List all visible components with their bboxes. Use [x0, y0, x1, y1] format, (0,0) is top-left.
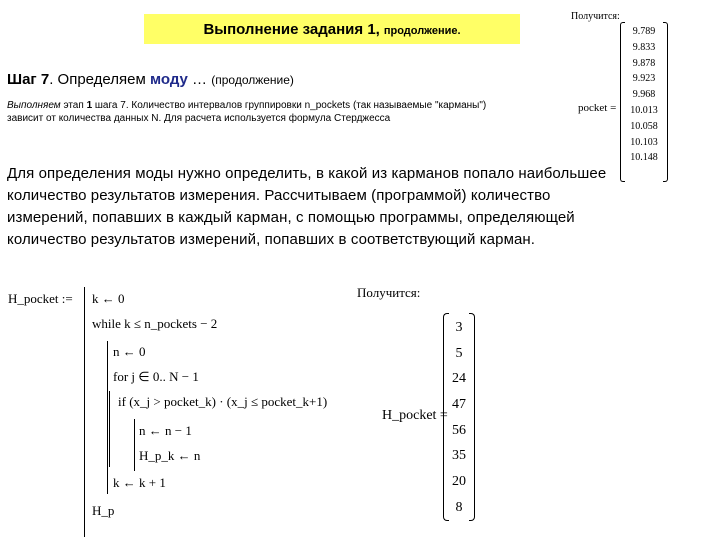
- hpocket-value: 5: [455, 345, 463, 361]
- step-heading-small: (продолжение): [211, 73, 294, 87]
- hpocket-value: 3: [455, 320, 463, 335]
- hpocket-value: 47: [452, 397, 466, 413]
- pocket-value: 9.789: [632, 26, 656, 37]
- line-k-init: k ← 0: [92, 291, 125, 306]
- pocket-value: 10.058: [630, 120, 658, 132]
- hpocket-vector: [443, 313, 475, 521]
- pocket-value: 9.833: [632, 41, 656, 53]
- title-banner: [144, 14, 520, 44]
- step-heading: [7, 71, 294, 88]
- program-bar-for: [109, 391, 110, 467]
- hpocket-value: 20: [452, 474, 466, 490]
- title-main: Выполнение задания 1,: [203, 20, 380, 38]
- pocket-var-label: pocket =: [578, 102, 617, 114]
- program-bar-while: [107, 341, 108, 494]
- line-n-init: n ← 0: [113, 344, 146, 359]
- hpocket-values: [449, 315, 469, 521]
- pocket-value: 9.878: [632, 57, 656, 69]
- step-description: [7, 99, 507, 125]
- step-heading-suffix: …: [187, 71, 212, 88]
- hpocket-value: 8: [455, 499, 463, 515]
- program-name: H_pocket :=: [8, 291, 73, 306]
- step-heading-middle: . Определяем: [49, 71, 150, 88]
- step-number: Шаг 7: [7, 71, 50, 88]
- desc-bold-num: 1: [86, 100, 93, 111]
- line-k-inc: k ← k + 1: [113, 475, 166, 490]
- pocket-value: 9.923: [632, 73, 656, 85]
- line-hp-assign: H_p_k ← n: [139, 448, 201, 463]
- hpocket-value: 56: [452, 422, 466, 438]
- main-paragraph: Для определения моды нужно определить, в какой из карманов попало наибольшее количество результатов измерения. Рассчитываем (программой) количество измерений, попавших в каждый карман, с помощью программы, определяющей количество результатов измерений, попавших в соответствующий карман.: [7, 165, 607, 248]
- pocket-value: 10.103: [630, 136, 658, 148]
- line-n-inc: n ← n − 1: [139, 423, 192, 438]
- line-return: H_p: [92, 503, 115, 518]
- line-if: if (x_j > pocket_k) · (x_j ≤ pocket_k+1): [118, 394, 328, 409]
- pocket-value: 10.013: [630, 104, 658, 116]
- hpocket-value: 35: [452, 448, 466, 464]
- desc-text-2: шага 7. Количество интервалов группировки n_pockets (так называемые "карманы") зависит от количества данных N. Для расчета используется формула Стерджесса: [7, 100, 487, 124]
- program-bar-outer: [84, 287, 85, 537]
- pocket-value: 10.148: [630, 152, 658, 164]
- program-block: [0, 283, 340, 540]
- desc-italic: Выполняем: [7, 100, 61, 111]
- title-small: продолжение.: [383, 24, 461, 37]
- pocket-vector: [620, 22, 668, 182]
- pocket-values: [626, 24, 662, 166]
- small-result-label: Получится:: [571, 11, 620, 22]
- big-result-label: Получится:: [357, 285, 421, 300]
- program-bar-if: [134, 419, 135, 471]
- pocket-value: 9.968: [632, 89, 656, 101]
- pocket-bracket-left: [620, 22, 625, 182]
- hpocket-value: 24: [452, 371, 466, 387]
- step-highlight: моду: [149, 71, 188, 88]
- hpocket-bracket-right: [469, 313, 475, 521]
- line-for: for j ∈ 0.. N − 1: [113, 369, 199, 384]
- pocket-bracket-right: [663, 22, 668, 182]
- hpocket-var-label: H_pocket =: [382, 408, 448, 423]
- line-while: while k ≤ n_pockets − 2: [92, 316, 218, 331]
- desc-text-1: этап: [60, 100, 87, 111]
